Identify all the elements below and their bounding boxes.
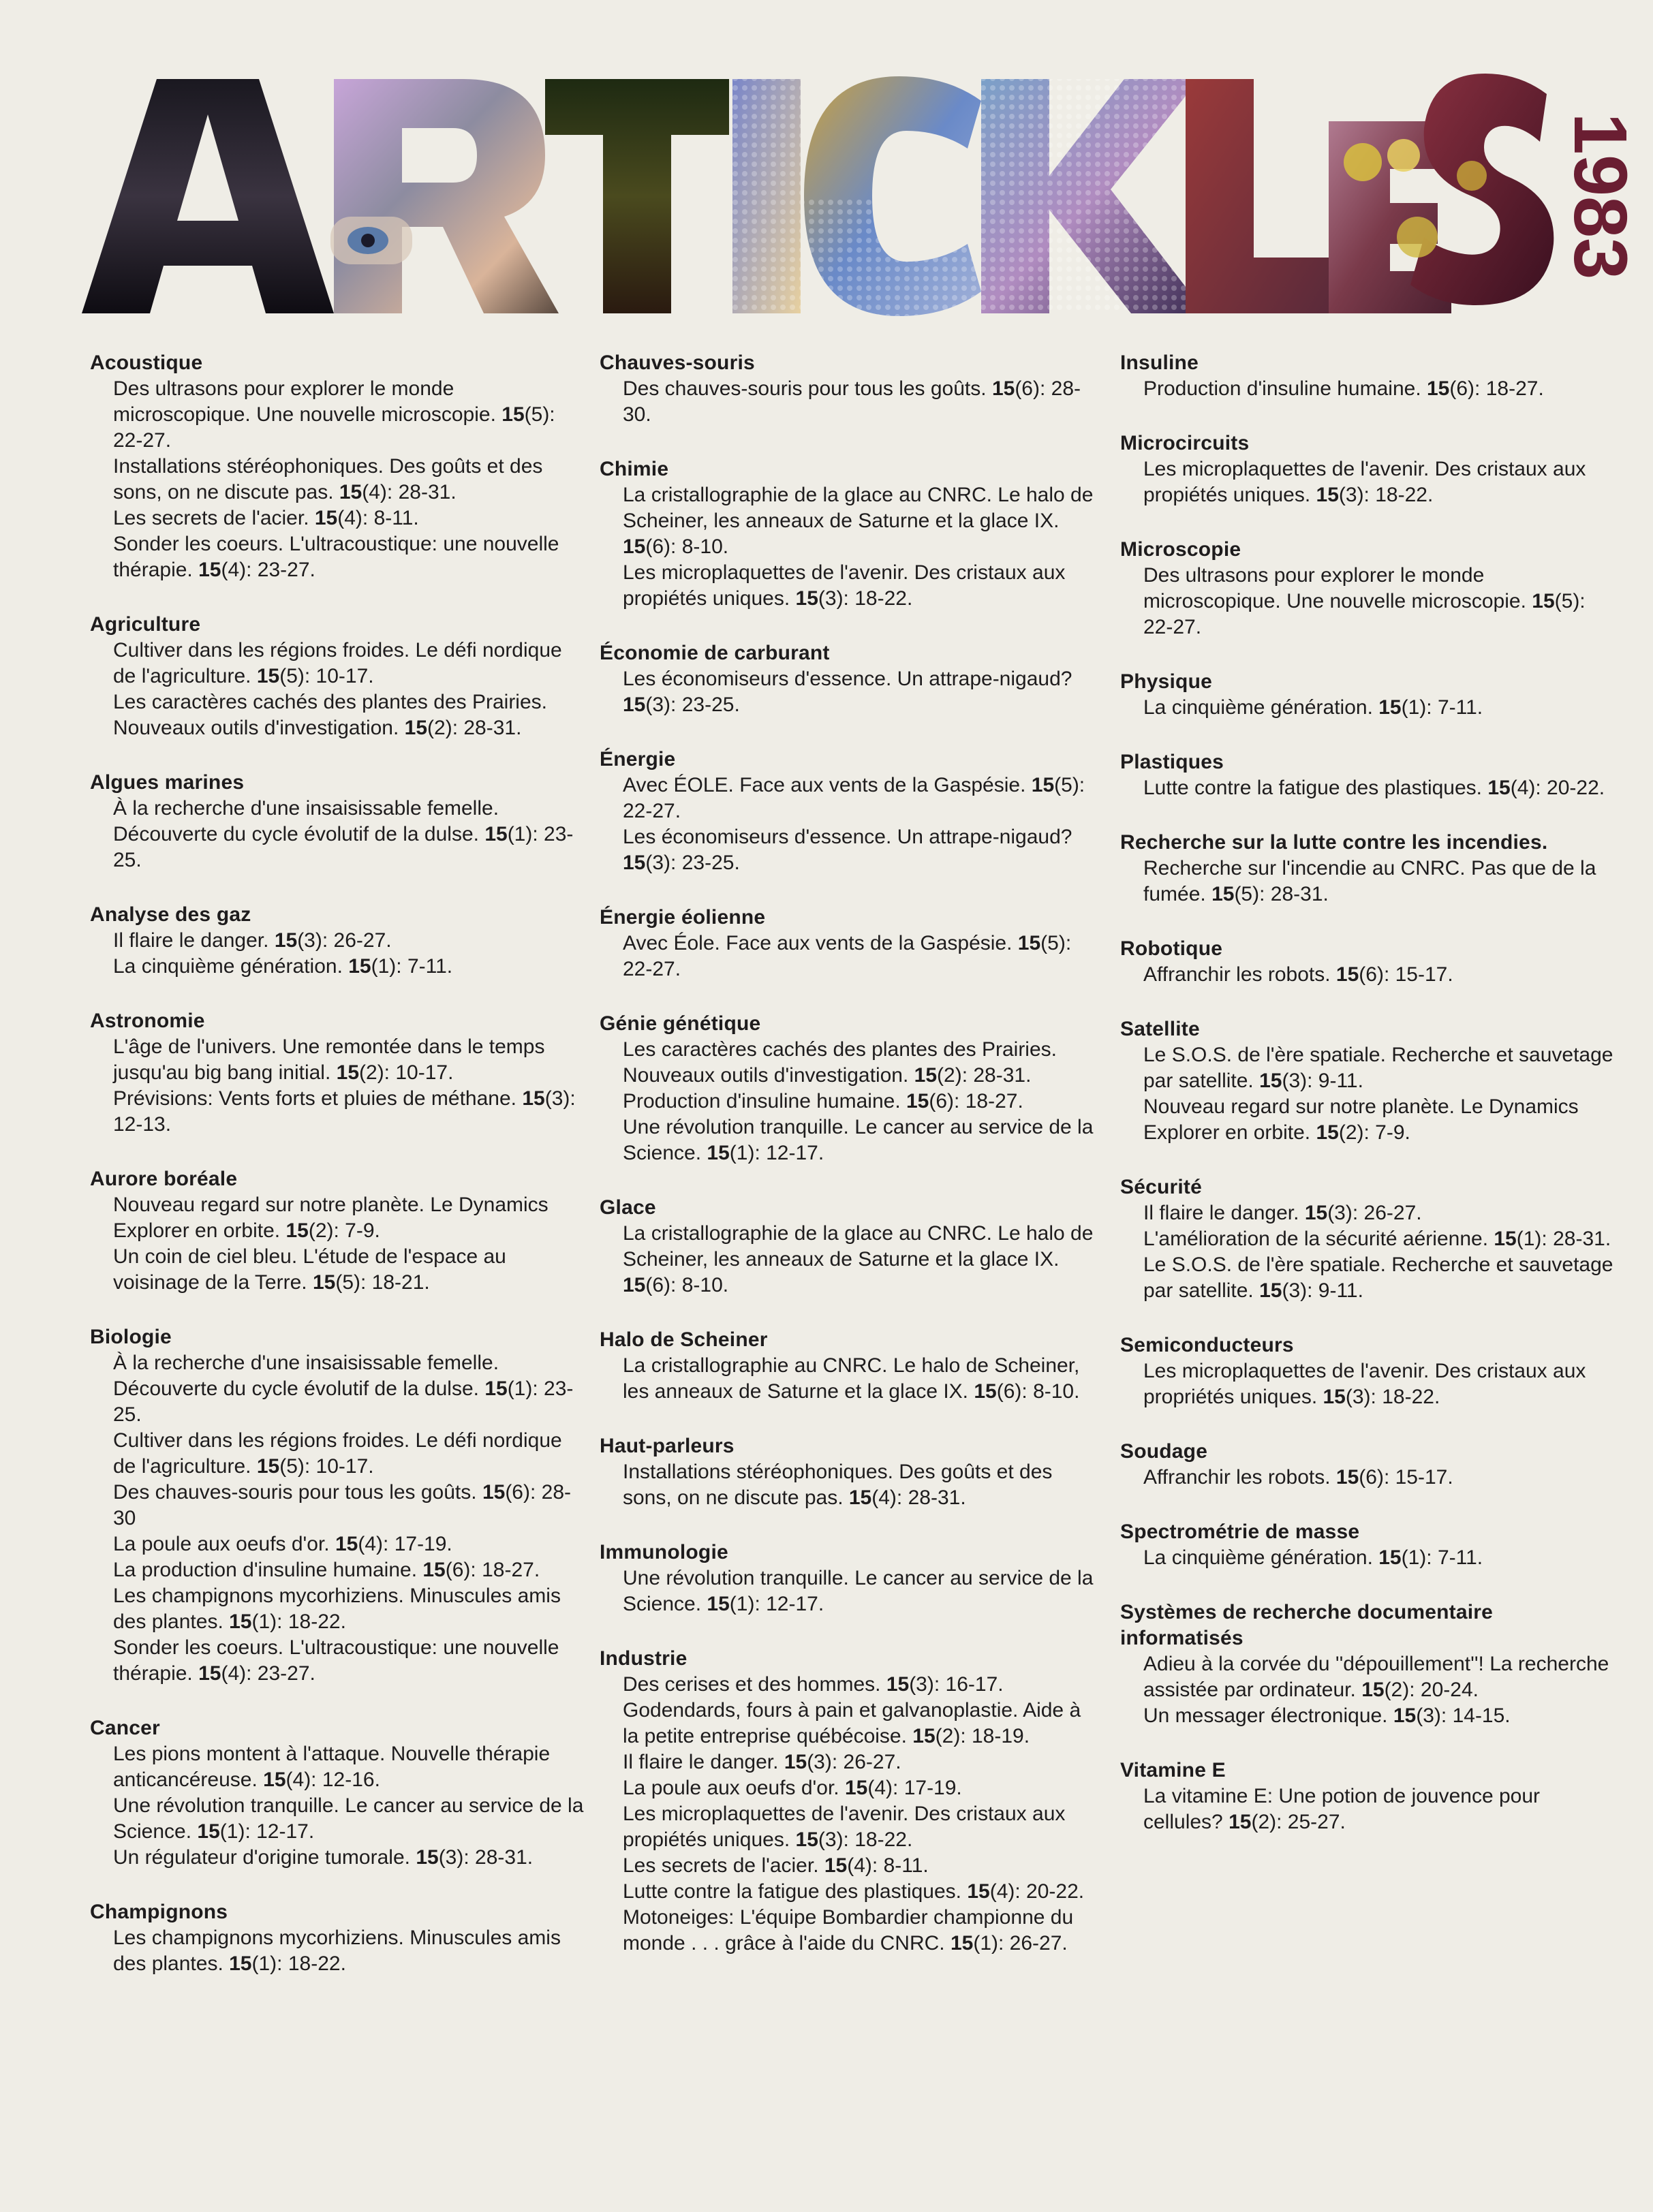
volume-number: 15 xyxy=(404,717,428,739)
volume-number: 15 xyxy=(623,852,646,874)
volume-number: 15 xyxy=(1229,1811,1252,1833)
section-heading: Plastiques xyxy=(1120,751,1224,773)
article-entry: Lutte contre la fatigue des plastiques. 15(4): 20-22. xyxy=(1143,777,1605,799)
section-heading: Robotique xyxy=(1120,937,1223,960)
volume-number: 15 xyxy=(1494,1228,1517,1250)
section-heading: Agriculture xyxy=(90,613,201,636)
volume-number: 15 xyxy=(1316,1121,1339,1144)
article-entry: L'âge de l'univers. Une remontée dans le temps jusqu'au big bang initial. 15(2): 10-17. xyxy=(113,1035,545,1084)
article-entry: Des ultrasons pour explorer le monde microscopique. Une nouvelle microscopie. 15(5): 22-27. xyxy=(1143,564,1586,638)
volume-number: 15 xyxy=(229,1610,252,1633)
volume-number: 15 xyxy=(1316,484,1339,506)
volume-number: 15 xyxy=(1304,1202,1328,1224)
article-entry: Les économiseurs d'essence. Un attrape-nigaud? 15(3): 23-25. xyxy=(623,668,1072,716)
index-section xyxy=(600,905,1097,982)
article-entry: Avec Éole. Face aux vents de la Gaspésie. 15(5): 22-27. xyxy=(623,932,1072,980)
article-entry: Les économiseurs d'essence. Un attrape-nigaud? 15(3): 23-25. xyxy=(623,826,1072,874)
volume-number: 15 xyxy=(482,1481,506,1504)
article-entry: Affranchir les robots. 15(6): 15-17. xyxy=(1143,963,1453,986)
article-entry: Avec ÉOLE. Face aux vents de la Gaspésie. 15(5): 22-27. xyxy=(623,774,1085,822)
section-heading: Analyse des gaz xyxy=(90,903,251,926)
article-entry: La poule aux oeufs d'or. 15(4): 17-19. xyxy=(113,1533,452,1555)
volume-number: 15 xyxy=(422,1559,446,1581)
article-entry: Des chauves-souris pour tous les goûts. 15(6): 28-30. xyxy=(623,377,1081,426)
volume-number: 15 xyxy=(967,1880,990,1903)
article-entry: Prévisions: Vents forts et pluies de méthane. 15(3): 12-13. xyxy=(113,1087,576,1136)
article-entry: Lutte contre la fatigue des plastiques. 15(4): 20-22. xyxy=(623,1880,1085,1903)
article-entry: Installations stéréophoniques. Des goûts et des sons, on ne discute pas. 15(4): 28-31. xyxy=(113,455,543,503)
article-entry: Affranchir les robots. 15(6): 15-17. xyxy=(1143,1466,1453,1489)
letter-l xyxy=(1186,79,1329,313)
volume-number: 15 xyxy=(197,1820,220,1843)
index-section xyxy=(1120,669,1618,721)
article-entry: À la recherche d'une insaisissable femelle. Découverte du cycle évolutif de la dulse. 15(1): 23-25. xyxy=(113,797,574,871)
section-heading: Spectrométrie de masse xyxy=(1120,1521,1360,1543)
index-section xyxy=(1120,537,1618,640)
index-column-2 xyxy=(600,350,1097,1985)
article-entry: Il flaire le danger. 15(3): 26-27. xyxy=(1143,1202,1422,1224)
volume-number: 15 xyxy=(886,1673,910,1696)
section-heading: Cancer xyxy=(90,1717,160,1739)
volume-number: 15 xyxy=(1335,1466,1359,1489)
volume-number: 15 xyxy=(912,1725,936,1747)
volume-number: 15 xyxy=(707,1593,730,1615)
section-heading: Aurore boréale xyxy=(90,1168,238,1190)
volume-number: 15 xyxy=(522,1087,545,1110)
volume-number: 15 xyxy=(1211,883,1235,905)
volume-number: 15 xyxy=(991,377,1015,400)
index-section xyxy=(90,1899,587,1977)
article-entry: Les microplaquettes de l'avenir. Des cristaux aux propiétés uniques. 15(3): 18-22. xyxy=(623,1803,1066,1851)
volume-number: 15 xyxy=(229,1952,252,1975)
article-entry: Les secrets de l'acier. 15(4): 8-11. xyxy=(113,507,419,529)
index-section xyxy=(600,1327,1097,1405)
volume-number: 15 xyxy=(795,587,818,610)
article-entry: La cinquième génération. 15(1): 7-11. xyxy=(113,955,453,978)
volume-number: 15 xyxy=(906,1090,929,1112)
index-section xyxy=(600,1433,1097,1511)
article-entry: À la recherche d'une insaisissable femelle. Découverte du cycle évolutif de la dulse. 15(1): 23-25. xyxy=(113,1352,574,1426)
letter-r xyxy=(334,79,559,313)
article-entry: Les caractères cachés des plantes des Prairies. Nouveaux outils d'investigation. 15(2): 28-31. xyxy=(113,691,547,739)
article-entry: Installations stéréophoniques. Des goûts et des sons, on ne discute pas. 15(4): 28-31. xyxy=(623,1461,1053,1509)
article-entry: Les champignons mycorhiziens. Minuscules amis des plantes. 15(1): 18-22. xyxy=(113,1927,561,1975)
volume-number: 15 xyxy=(1393,1704,1417,1727)
section-heading: Recherche sur la lutte contre les incendies. xyxy=(1120,831,1548,854)
article-entry: Motoneiges: L'équipe Bombardier championne du monde . . . grâce à l'aide du CNRC. 15(1): 26-27. xyxy=(623,1906,1074,1954)
section-heading: Sécurité xyxy=(1120,1176,1202,1198)
section-heading: Acoustique xyxy=(90,352,203,374)
index-section xyxy=(1120,936,1618,988)
section-heading: Biologie xyxy=(90,1326,172,1348)
index-section xyxy=(1120,1758,1618,1835)
volume-number: 15 xyxy=(416,1846,439,1869)
article-entry: Les microplaquettes de l'avenir. Des cristaux aux propriétés uniques. 15(3): 18-22. xyxy=(1143,1360,1586,1408)
index-section xyxy=(600,1540,1097,1617)
volume-number: 15 xyxy=(974,1380,997,1403)
index-section xyxy=(90,350,587,583)
section-heading: Astronomie xyxy=(90,1010,205,1032)
index-section xyxy=(600,1646,1097,1957)
volume-number: 15 xyxy=(1259,1279,1282,1302)
volume-number: 15 xyxy=(795,1828,818,1851)
section-heading: Semiconducteurs xyxy=(1120,1334,1294,1356)
volume-number: 15 xyxy=(844,1777,868,1799)
volume-number: 15 xyxy=(1323,1386,1346,1408)
article-entry: La poule aux oeufs d'or. 15(4): 17-19. xyxy=(623,1777,962,1799)
article-entry: La cinquième génération. 15(1): 7-11. xyxy=(1143,696,1483,719)
article-entry: Les secrets de l'acier. 15(4): 8-11. xyxy=(623,1854,929,1877)
index-section xyxy=(1120,1600,1618,1729)
article-entry: Les microplaquettes de l'avenir. Des cristaux aux propiétés uniques. 15(3): 18-22. xyxy=(1143,458,1586,506)
volume-number: 15 xyxy=(1378,696,1402,719)
volume-number: 15 xyxy=(784,1751,807,1773)
volume-number: 15 xyxy=(314,507,338,529)
article-entry: Les microplaquettes de l'avenir. Des cristaux aux propiétés uniques. 15(3): 18-22. xyxy=(623,561,1066,610)
volume-number: 15 xyxy=(336,1061,360,1084)
volume-number: 15 xyxy=(256,1455,280,1478)
letter-s xyxy=(1410,74,1554,305)
article-entry: Des chauves-souris pour tous les goûts. 15(6): 28-30 xyxy=(113,1481,572,1529)
letter-t xyxy=(545,79,729,313)
index-section xyxy=(600,640,1097,718)
index-section xyxy=(1120,830,1618,907)
article-entry: Le S.O.S. de l'ère spatiale. Recherche et sauvetage par satellite. 15(3): 9-11. xyxy=(1143,1253,1613,1302)
volume-number: 15 xyxy=(285,1219,309,1242)
index-section xyxy=(600,747,1097,876)
section-heading: Systèmes de recherche documentaire informatisés xyxy=(1120,1601,1494,1649)
volume-number: 15 xyxy=(198,559,221,581)
volume-number: 15 xyxy=(707,1142,730,1164)
article-entry: Il flaire le danger. 15(3): 26-27. xyxy=(623,1751,901,1773)
section-heading: Algues marines xyxy=(90,771,245,794)
volume-number: 15 xyxy=(950,1932,974,1954)
index-section xyxy=(90,902,587,980)
volume-number: 15 xyxy=(484,823,508,845)
article-entry: Une révolution tranquille. Le cancer au service de la Science. 15(1): 12-17. xyxy=(113,1794,584,1843)
article-entry: Un régulateur d'origine tumorale. 15(3): 28-31. xyxy=(113,1846,534,1869)
volume-number: 15 xyxy=(1427,377,1450,400)
article-entry: Les caractères cachés des plantes des Prairies. Nouveaux outils d'investigation. 15(2): 28-31. xyxy=(623,1038,1057,1087)
volume-number: 15 xyxy=(501,403,525,426)
section-heading: Industrie xyxy=(600,1647,688,1670)
article-entry: Production d'insuline humaine. 15(6): 18-27. xyxy=(1143,377,1544,400)
index-section xyxy=(1120,350,1618,402)
index-section xyxy=(1120,749,1618,801)
year-label: 1983 xyxy=(1558,112,1642,280)
volume-number: 15 xyxy=(274,929,298,952)
article-entry: Un messager électronique. 15(3): 14-15. xyxy=(1143,1704,1511,1727)
volume-number: 15 xyxy=(623,1274,646,1296)
volume-number: 15 xyxy=(623,694,646,716)
section-heading: Microcircuits xyxy=(1120,432,1250,454)
article-entry: Production d'insuline humaine. 15(6): 18-27. xyxy=(623,1090,1023,1112)
article-entry: Des ultrasons pour explorer le monde microscopique. Une nouvelle microscopie. 15(5): 22-27. xyxy=(113,377,555,452)
article-entry: Il flaire le danger. 15(3): 26-27. xyxy=(113,929,392,952)
index-section xyxy=(90,1715,587,1871)
section-heading: Chauves-souris xyxy=(600,352,755,374)
volume-number: 15 xyxy=(484,1377,508,1400)
volume-number: 15 xyxy=(335,1533,358,1555)
section-heading: Énergie éolienne xyxy=(600,906,766,929)
article-entry: Une révolution tranquille. Le cancer au service de la Science. 15(1): 12-17. xyxy=(623,1116,1094,1164)
section-heading: Économie de carburant xyxy=(600,642,830,664)
index-section xyxy=(600,456,1097,612)
volume-number: 15 xyxy=(1532,590,1555,612)
section-heading: Soudage xyxy=(1120,1440,1208,1463)
volume-number: 15 xyxy=(1335,963,1359,986)
section-heading: Champignons xyxy=(90,1901,228,1923)
volume-number: 15 xyxy=(1361,1679,1385,1701)
index-section xyxy=(600,1011,1097,1166)
volume-number: 15 xyxy=(848,1486,872,1509)
index-section xyxy=(1120,1519,1618,1571)
section-heading: Glace xyxy=(600,1196,656,1219)
index-section xyxy=(1120,1333,1618,1410)
volume-number: 15 xyxy=(1031,774,1055,796)
article-entry: Un coin de ciel bleu. L'étude de l'espace au voisinage de la Terre. 15(5): 18-21. xyxy=(113,1245,506,1294)
article-entry: La cristallographie au CNRC. Le halo de Scheiner, les anneaux de Saturne et la glace IX. 15(6): 8-10. xyxy=(623,1354,1080,1403)
article-entry: La cristallographie de la glace au CNRC. Le halo de Scheiner, les anneaux de Saturne et la glace IX. 15(6): 8-10. xyxy=(623,484,1094,558)
volume-number: 15 xyxy=(198,1662,221,1685)
article-entry: Sonder les coeurs. L'ultracoustique: une nouvelle thérapie. 15(4): 23-27. xyxy=(113,1636,559,1685)
volume-number: 15 xyxy=(348,955,371,978)
index-section xyxy=(90,1008,587,1138)
volume-number: 15 xyxy=(1487,777,1511,799)
article-entry: La production d'insuline humaine. 15(6): 18-27. xyxy=(113,1559,540,1581)
article-entry: Les champignons mycorhiziens. Minuscules amis des plantes. 15(1): 18-22. xyxy=(113,1585,561,1633)
section-heading: Énergie xyxy=(600,748,676,770)
volume-number: 15 xyxy=(623,535,646,558)
section-heading: Immunologie xyxy=(600,1541,728,1563)
section-heading: Halo de Scheiner xyxy=(600,1328,768,1351)
article-entry: Adieu à la corvée du ''dépouillement''! La recherche assistée par ordinateur. 15(2): 20-24. xyxy=(1143,1653,1609,1701)
volume-number: 15 xyxy=(1259,1070,1282,1092)
section-heading: Microscopie xyxy=(1120,538,1241,561)
section-heading: Physique xyxy=(1120,670,1212,693)
index-section xyxy=(1120,1439,1618,1491)
volume-number: 15 xyxy=(914,1064,938,1087)
volume-number: 15 xyxy=(824,1854,848,1877)
article-entry: Les pions montent à l'attaque. Nouvelle thérapie anticancéreuse. 15(4): 12-16. xyxy=(113,1743,551,1791)
article-entry: La vitamine E: Une potion de jouvence pour cellules? 15(2): 25-27. xyxy=(1143,1785,1541,1833)
section-heading: Chimie xyxy=(600,458,669,480)
article-entry: Des cerises et des hommes. 15(3): 16-17. xyxy=(623,1673,1004,1696)
section-heading: Insuline xyxy=(1120,352,1199,374)
article-entry: Cultiver dans les régions froides. Le défi nordique de l'agriculture. 15(5): 10-17. xyxy=(113,639,562,687)
index-column-3 xyxy=(1120,350,1618,1864)
index-section xyxy=(600,350,1097,428)
index-section xyxy=(90,1324,587,1687)
volume-number: 15 xyxy=(1017,932,1041,954)
article-entry: Recherche sur l'incendie au CNRC. Pas que de la fumée. 15(5): 28-31. xyxy=(1143,857,1596,905)
index-column-1 xyxy=(90,350,587,2006)
article-entry: Nouveau regard sur notre planète. Le Dynamics Explorer en orbite. 15(2): 7-9. xyxy=(113,1194,549,1242)
masthead xyxy=(82,74,1642,319)
section-heading: Génie génétique xyxy=(600,1012,761,1035)
article-entry: Godendards, fours à pain et galvanoplastie. Aide à la petite entreprise québécoise. 15(2): 18-19. xyxy=(623,1699,1081,1747)
index-section xyxy=(90,770,587,873)
index-section xyxy=(600,1195,1097,1298)
volume-number: 15 xyxy=(339,481,362,503)
section-heading: Haut-parleurs xyxy=(600,1435,735,1457)
article-entry: Le S.O.S. de l'ère spatiale. Recherche et sauvetage par satellite. 15(3): 9-11. xyxy=(1143,1044,1613,1092)
article-entry: La cinquième génération. 15(1): 7-11. xyxy=(1143,1546,1483,1569)
section-heading: Satellite xyxy=(1120,1018,1200,1040)
volume-number: 15 xyxy=(256,665,280,687)
article-entry: Nouveau regard sur notre planète. Le Dynamics Explorer en orbite. 15(2): 7-9. xyxy=(1143,1095,1579,1144)
index-section xyxy=(1120,431,1618,508)
index-section xyxy=(1120,1174,1618,1304)
article-entry: Sonder les coeurs. L'ultracoustique: une nouvelle thérapie. 15(4): 23-27. xyxy=(113,533,559,581)
volume-number: 15 xyxy=(263,1769,286,1791)
volume-number: 15 xyxy=(1378,1546,1402,1569)
volume-number: 15 xyxy=(312,1271,336,1294)
article-entry: Une révolution tranquille. Le cancer au service de la Science. 15(1): 12-17. xyxy=(623,1567,1094,1615)
index-section xyxy=(90,1166,587,1296)
section-heading: Vitamine E xyxy=(1120,1759,1226,1781)
article-entry: Cultiver dans les régions froides. Le défi nordique de l'agriculture. 15(5): 10-17. xyxy=(113,1429,562,1478)
article-entry: L'amélioration de la sécurité aérienne. 15(1): 28-31. xyxy=(1143,1228,1611,1250)
article-entry: La cristallographie de la glace au CNRC. Le halo de Scheiner, les anneaux de Saturne et la glace IX. 15(6): 8-10. xyxy=(623,1222,1094,1296)
index-section xyxy=(90,612,587,741)
index-section xyxy=(1120,1016,1618,1146)
